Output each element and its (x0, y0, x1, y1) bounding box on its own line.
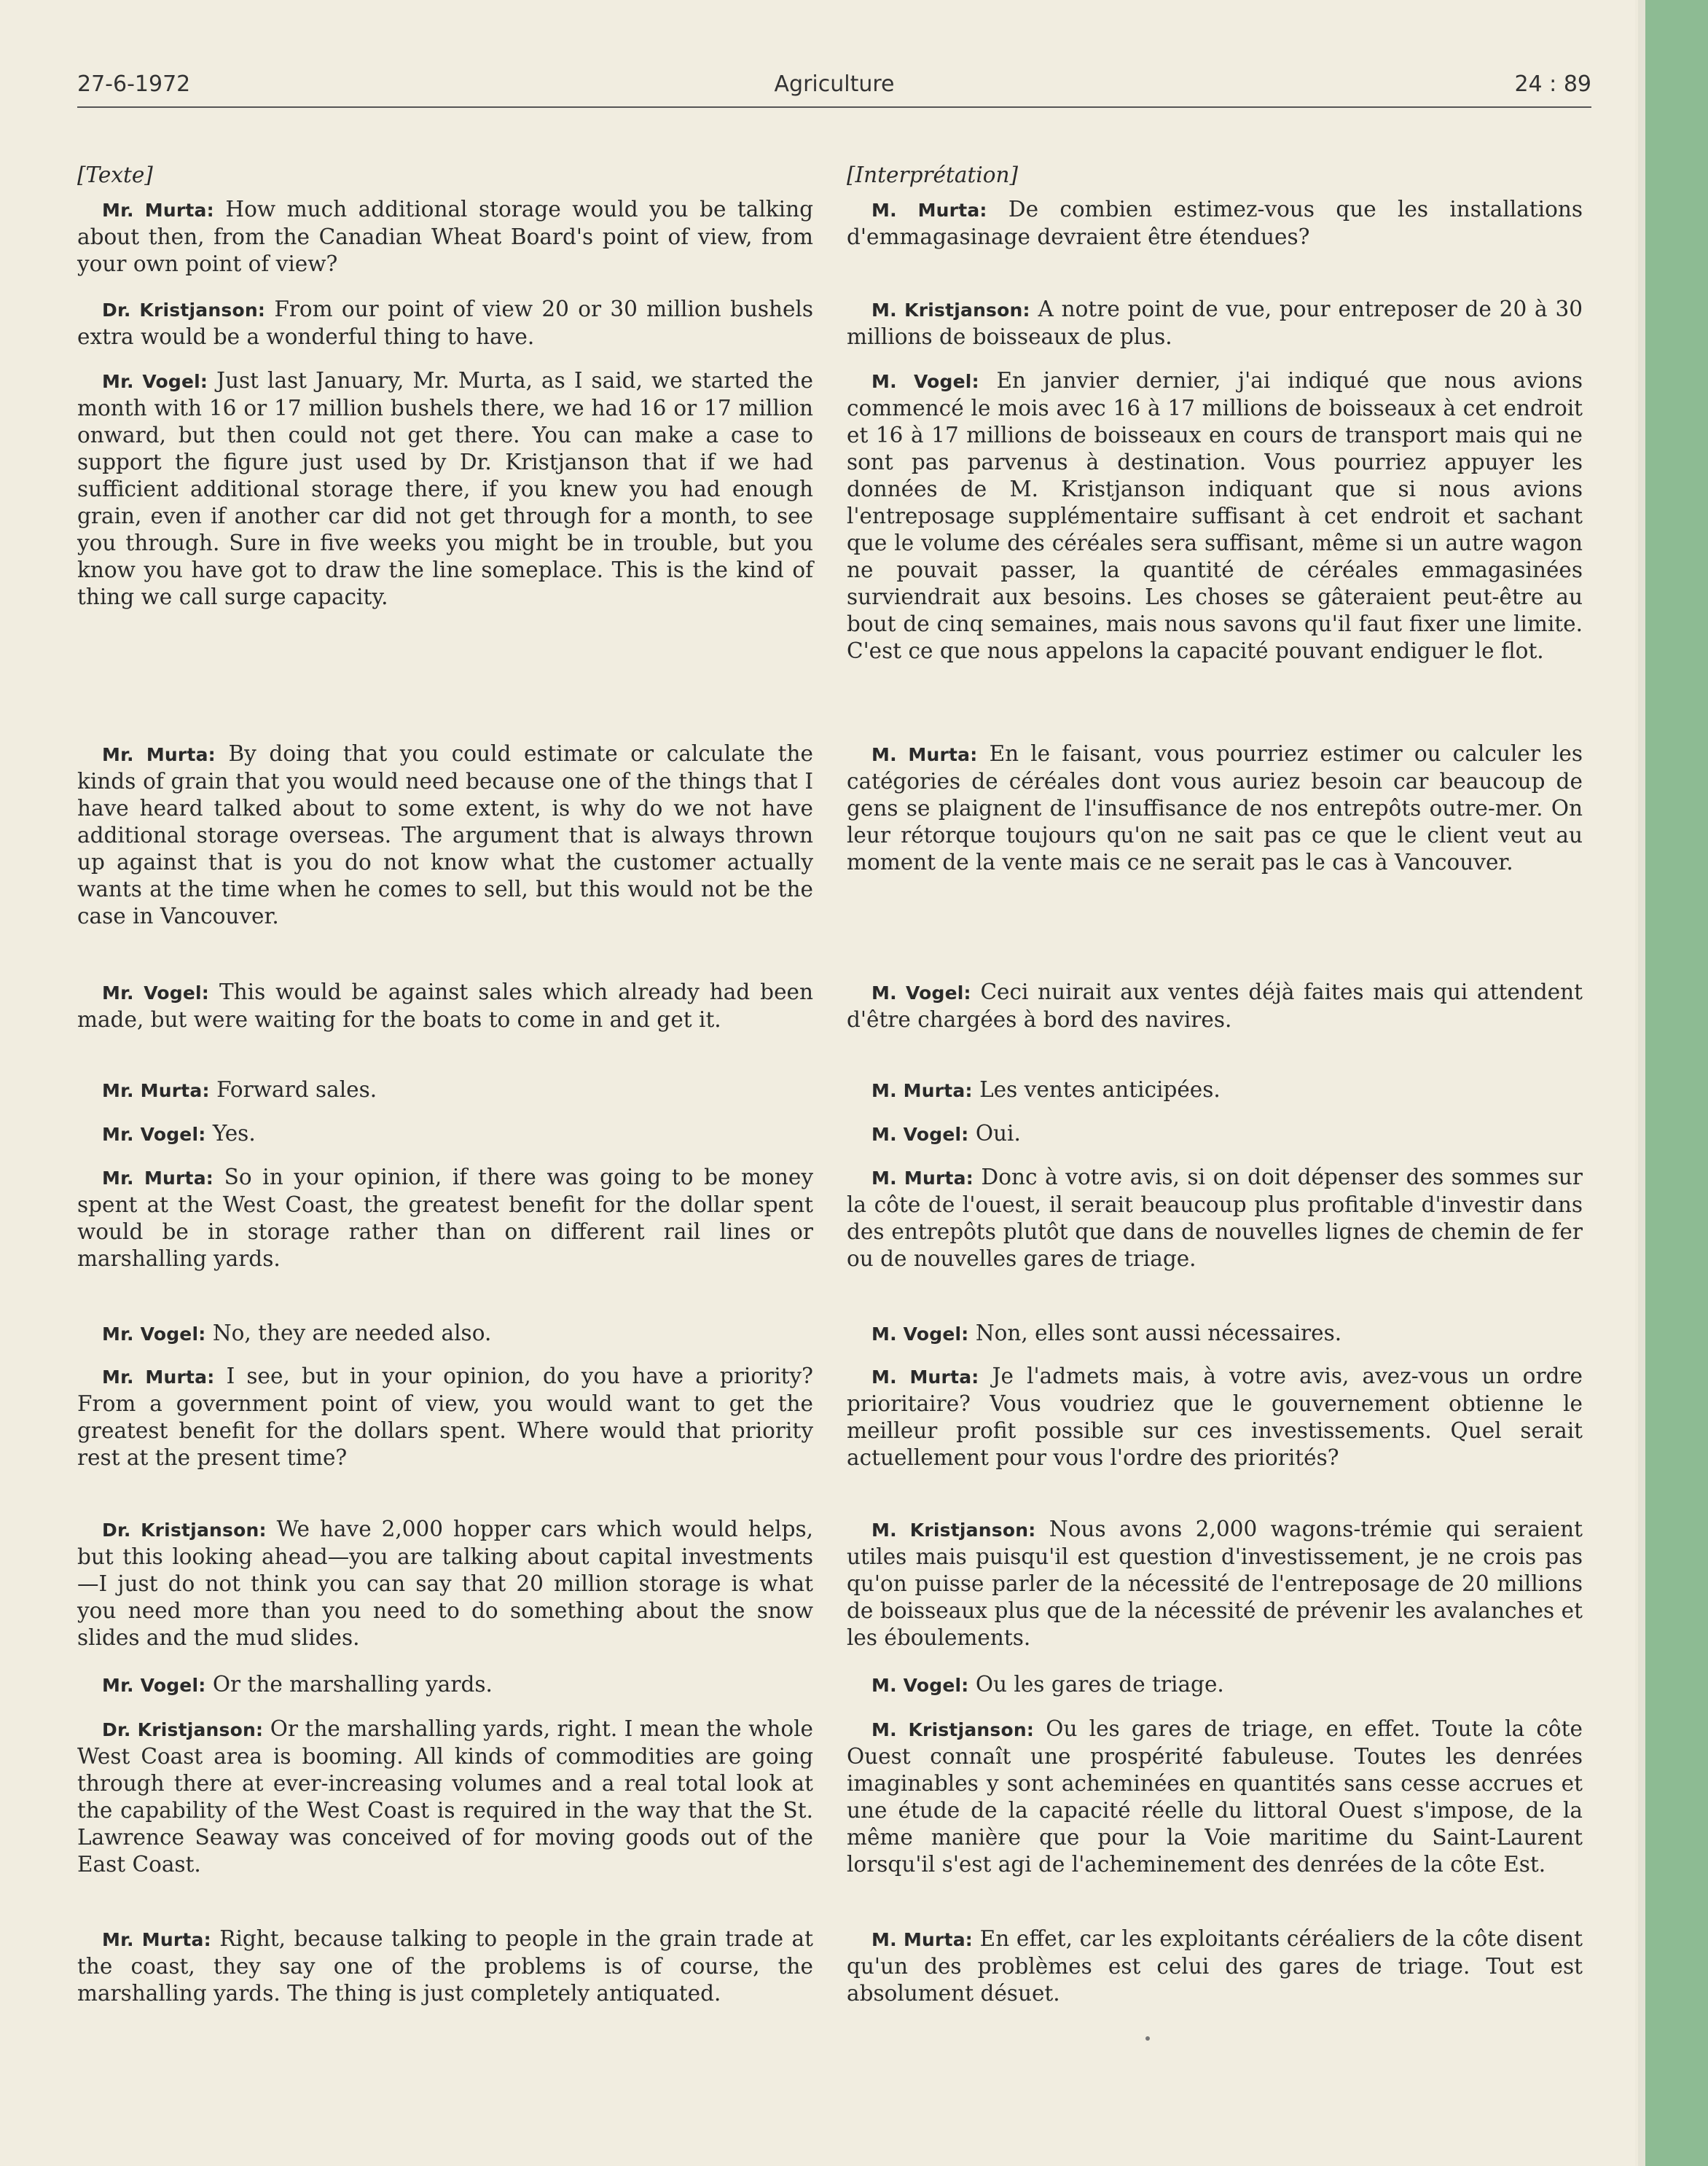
paragraph (847, 979, 1583, 1033)
speaker-name: Mr. Vogel: (102, 1675, 206, 1696)
speaker-name: M. Vogel: (871, 1675, 969, 1696)
print-mark (1145, 2036, 1150, 2041)
paragraph (77, 1076, 813, 1104)
paragraph-text: De combien estimez-vous que les installations d'emmagasinage devraient être étendues? (847, 197, 1583, 249)
speaker-name: M. Murta: (871, 1929, 973, 1950)
paragraph (77, 1716, 813, 1878)
speaker-name: Mr. Murta: (102, 1929, 211, 1950)
paragraph-text: En janvier dernier, j'ai indiqué que nous avions commencé le mois avec 16 à 17 millions de boisseaux à cet endroit et 16 à 17 millions de boisseaux en cours de transport mais qui ne sont pas parvenus à destination. Vous pourriez appuyer les données de M. Kristjanson indiquant que si nous avions l'entreposage supplémentaire suffisant à cet endroit et sachant que le volume des céréales sera suffisant, même si un autre wagon ne pouvait passer, la quantité de céréales emmagasinées surviendrait aux besoins. Les choses se gâteraient peut-être au bout de cinq semaines, mais nous savons qu'il faut fixer une limite. C'est ce que nous appelons la capacité pouvant endiguer le flot. (847, 368, 1583, 663)
speaker-name: Mr. Vogel: (102, 1324, 206, 1345)
paragraph-text: From our point of view 20 or 30 million bushels extra would be a wonderful thing to have. (77, 297, 813, 349)
paragraph-text: Or the marshalling yards. (212, 1672, 493, 1697)
paragraph-text: By doing that you could estimate or calculate the kinds of grain that you would need because one of the things that I have heard talked about to some extent, is why do we not have additional storage overseas. The argument that is always thrown up against that is you do not know what the customer actually wants at the time when he comes to sell, but this would not be the case in Vancouver. (77, 741, 813, 928)
paragraph-text: A notre point de vue, pour entreposer de 20 à 30 millions de boisseaux de plus. (847, 297, 1583, 349)
speaker-name: M. Vogel: (871, 1124, 969, 1145)
paragraph-text: Yes. (212, 1121, 256, 1146)
paragraph-text: Donc à votre avis, si on doit dépenser des sommes sur la côte de l'ouest, il serait beaucoup plus profitable d'investir dans des entrepôts plutôt que dans de nouvelles lignes de chemin de fer ou de nouvelles gares de triage. (847, 1165, 1583, 1271)
paragraph (847, 196, 1583, 251)
header-rule (77, 106, 1591, 108)
paragraph (847, 1076, 1583, 1104)
paragraph-text: Oui. (975, 1121, 1021, 1146)
paragraph (847, 1320, 1583, 1348)
speaker-name: M. Kristjanson: (871, 1719, 1035, 1740)
paragraph (847, 1120, 1583, 1148)
speaker-name: Mr. Murta: (102, 1168, 214, 1189)
page-header (77, 71, 1591, 103)
paragraph-text: I see, but in your opinion, do you have a priority? From a government point of view, you would want to get the greatest benefit for the dollars spent. Where would that priority rest at the present time? (77, 1364, 813, 1470)
paragraph-text: Ceci nuirait aux ventes déjà faites mais qui attendent d'être chargées à bord des navires. (847, 980, 1583, 1032)
paragraph-text: Je l'admets mais, à votre avis, avez-vous un ordre prioritaire? Vous voudriez que le gouvernement obtienne le meilleur profit possible sur ces investissements. Quel serait actuellement pour vous l'ordre des priorités? (847, 1364, 1583, 1470)
speaker-name: M. Vogel: (871, 1324, 969, 1345)
paragraph (77, 367, 813, 611)
speaker-name: Mr. Murta: (102, 1080, 210, 1101)
header-title: Agriculture (774, 71, 895, 97)
paragraph (847, 1363, 1583, 1471)
paragraph-text: Forward sales. (216, 1077, 377, 1102)
paragraph (847, 1671, 1583, 1699)
paragraph (77, 979, 813, 1033)
speaker-name: Mr. Vogel: (102, 1124, 206, 1145)
speaker-name: Mr. Murta: (102, 1367, 215, 1388)
paragraph-text: Nous avons 2,000 wagons-trémie qui seraient utiles mais puisqu'il est question d'investissement, je ne crois pas qu'on puisse parler de la nécessité de l'entreposage de 20 millions de boisseaux plus que de la nécessité de prévenir les avalanches et les éboulements. (847, 1517, 1583, 1650)
paragraph (77, 1120, 813, 1148)
paragraph (847, 1164, 1583, 1272)
paragraph (847, 1925, 1583, 2007)
paragraph (847, 296, 1583, 351)
paragraph-text: Non, elles sont aussi nécessaires. (975, 1321, 1342, 1345)
speaker-name: Mr. Murta: (102, 744, 216, 765)
speaker-name: Dr. Kristjanson: (102, 1719, 264, 1740)
speaker-name: Dr. Kristjanson: (102, 300, 266, 321)
section-tag: [Interprétation] (847, 163, 1019, 187)
speaker-name: M. Murta: (871, 744, 978, 765)
speaker-name: Mr. Vogel: (102, 371, 208, 392)
header-date: 27-6-1972 (77, 71, 191, 97)
paragraph-text: Just last January, Mr. Murta, as I said, we started the month with 16 or 17 million bushels there, we had 16 or 17 million onward, but then could not get there. You can make a case to support the figure just used by Dr. Kristjanson that if we had sufficient additional storage there, if you knew you had enough grain, even if another car did not get through for a month, to see you through. Sure in five weeks you might be in trouble, but you know you have got to draw the line someplace. This is the kind of thing we call surge capacity. (77, 368, 813, 609)
paragraph-text: No, they are needed also. (212, 1321, 492, 1345)
paragraph-text: Ou les gares de triage, en effet. Toute la côte Ouest connaît une prospérité fabuleuse. Toutes les denrées imaginables y sont acheminées en quantités sans cesse accrues et une étude de la capacité réelle du littoral Ouest s'impose, de la même manière que pour la Voie maritime du Saint-Laurent lorsqu'il s'est agi de l'acheminement des denrées de la côte Est. (847, 1716, 1583, 1877)
paragraph-text: Les ventes anticipées. (979, 1077, 1221, 1102)
paragraph-text: En le faisant, vous pourriez estimer ou calculer les catégories de céréales dont vous auriez besoin car beaucoup de gens se plaignent de l'insuffisance de nos entrepôts outre-mer. On leur rétorque toujours qu'on ne sait pas ce que le client veut au moment de la vente mais ce ne serait pas le cas à Vancouver. (847, 741, 1583, 875)
paragraph (847, 1716, 1583, 1878)
paragraph-text: En effet, car les exploitants céréaliers de la côte disent qu'un des problèmes est celui des gares de triage. Tout est absolument désuet. (847, 1926, 1583, 2006)
speaker-name: M. Murta: (871, 1367, 979, 1388)
section-tag: [Texte] (77, 163, 153, 187)
speaker-name: Mr. Murta: (102, 200, 214, 221)
paragraph (77, 296, 813, 351)
paragraph (77, 1164, 813, 1272)
paragraph (77, 1320, 813, 1348)
paragraph-text: Ou les gares de triage. (975, 1672, 1224, 1697)
speaker-name: M. Vogel: (871, 371, 979, 392)
header-page-number: 24 : 89 (1514, 71, 1591, 97)
speaker-name: M. Kristjanson: (871, 1520, 1036, 1541)
speaker-name: M. Murta: (871, 1168, 974, 1189)
speaker-name: Mr. Vogel: (102, 982, 209, 1004)
paragraph (77, 196, 813, 278)
speaker-name: M. Murta: (871, 200, 987, 221)
paragraph (847, 1516, 1583, 1651)
paragraph-text: Or the marshalling yards, right. I mean the whole West Coast area is booming. All kinds of commodities are going through there at ever-increasing volumes and a real total look at the capability of the West Coast is required in the way that the St. Lawrence Seaway was conceived of for moving goods out of the East Coast. (77, 1716, 813, 1877)
paragraph (77, 1363, 813, 1471)
speaker-name: M. Vogel: (871, 982, 971, 1004)
paragraph-text: We have 2,000 hopper cars which would helps, but this looking ahead—you are talking about capital investments—I just do not think you can say that 20 million storage is what you need more than you need to do something about the snow slides and the mud slides. (77, 1517, 813, 1650)
paragraph (77, 740, 813, 930)
binding-edge-strip (1638, 0, 1708, 2166)
speaker-name: M. Kristjanson: (871, 300, 1030, 321)
paragraph-text: Right, because talking to people in the grain trade at the coast, they say one of the problems is of course, the marshalling yards. The thing is just completely antiquated. (77, 1926, 813, 2006)
paragraph (847, 367, 1583, 665)
paragraph-text: So in your opinion, if there was going to be money spent at the West Coast, the greatest benefit for the dollar spent would be in storage rather than on different rail lines or marshalling yards. (77, 1165, 813, 1271)
paragraph (847, 740, 1583, 876)
paragraph (77, 1671, 813, 1699)
speaker-name: M. Murta: (871, 1080, 973, 1101)
paragraph-text: This would be against sales which already had been made, but were waiting for the boats to come in and get it. (77, 980, 813, 1032)
paragraph (77, 1516, 813, 1651)
paragraph-text: How much additional storage would you be talking about then, from the Canadian Wheat Board's point of view, from your own point of view? (77, 197, 814, 276)
speaker-name: Dr. Kristjanson: (102, 1520, 267, 1541)
paragraph (77, 1925, 813, 2007)
